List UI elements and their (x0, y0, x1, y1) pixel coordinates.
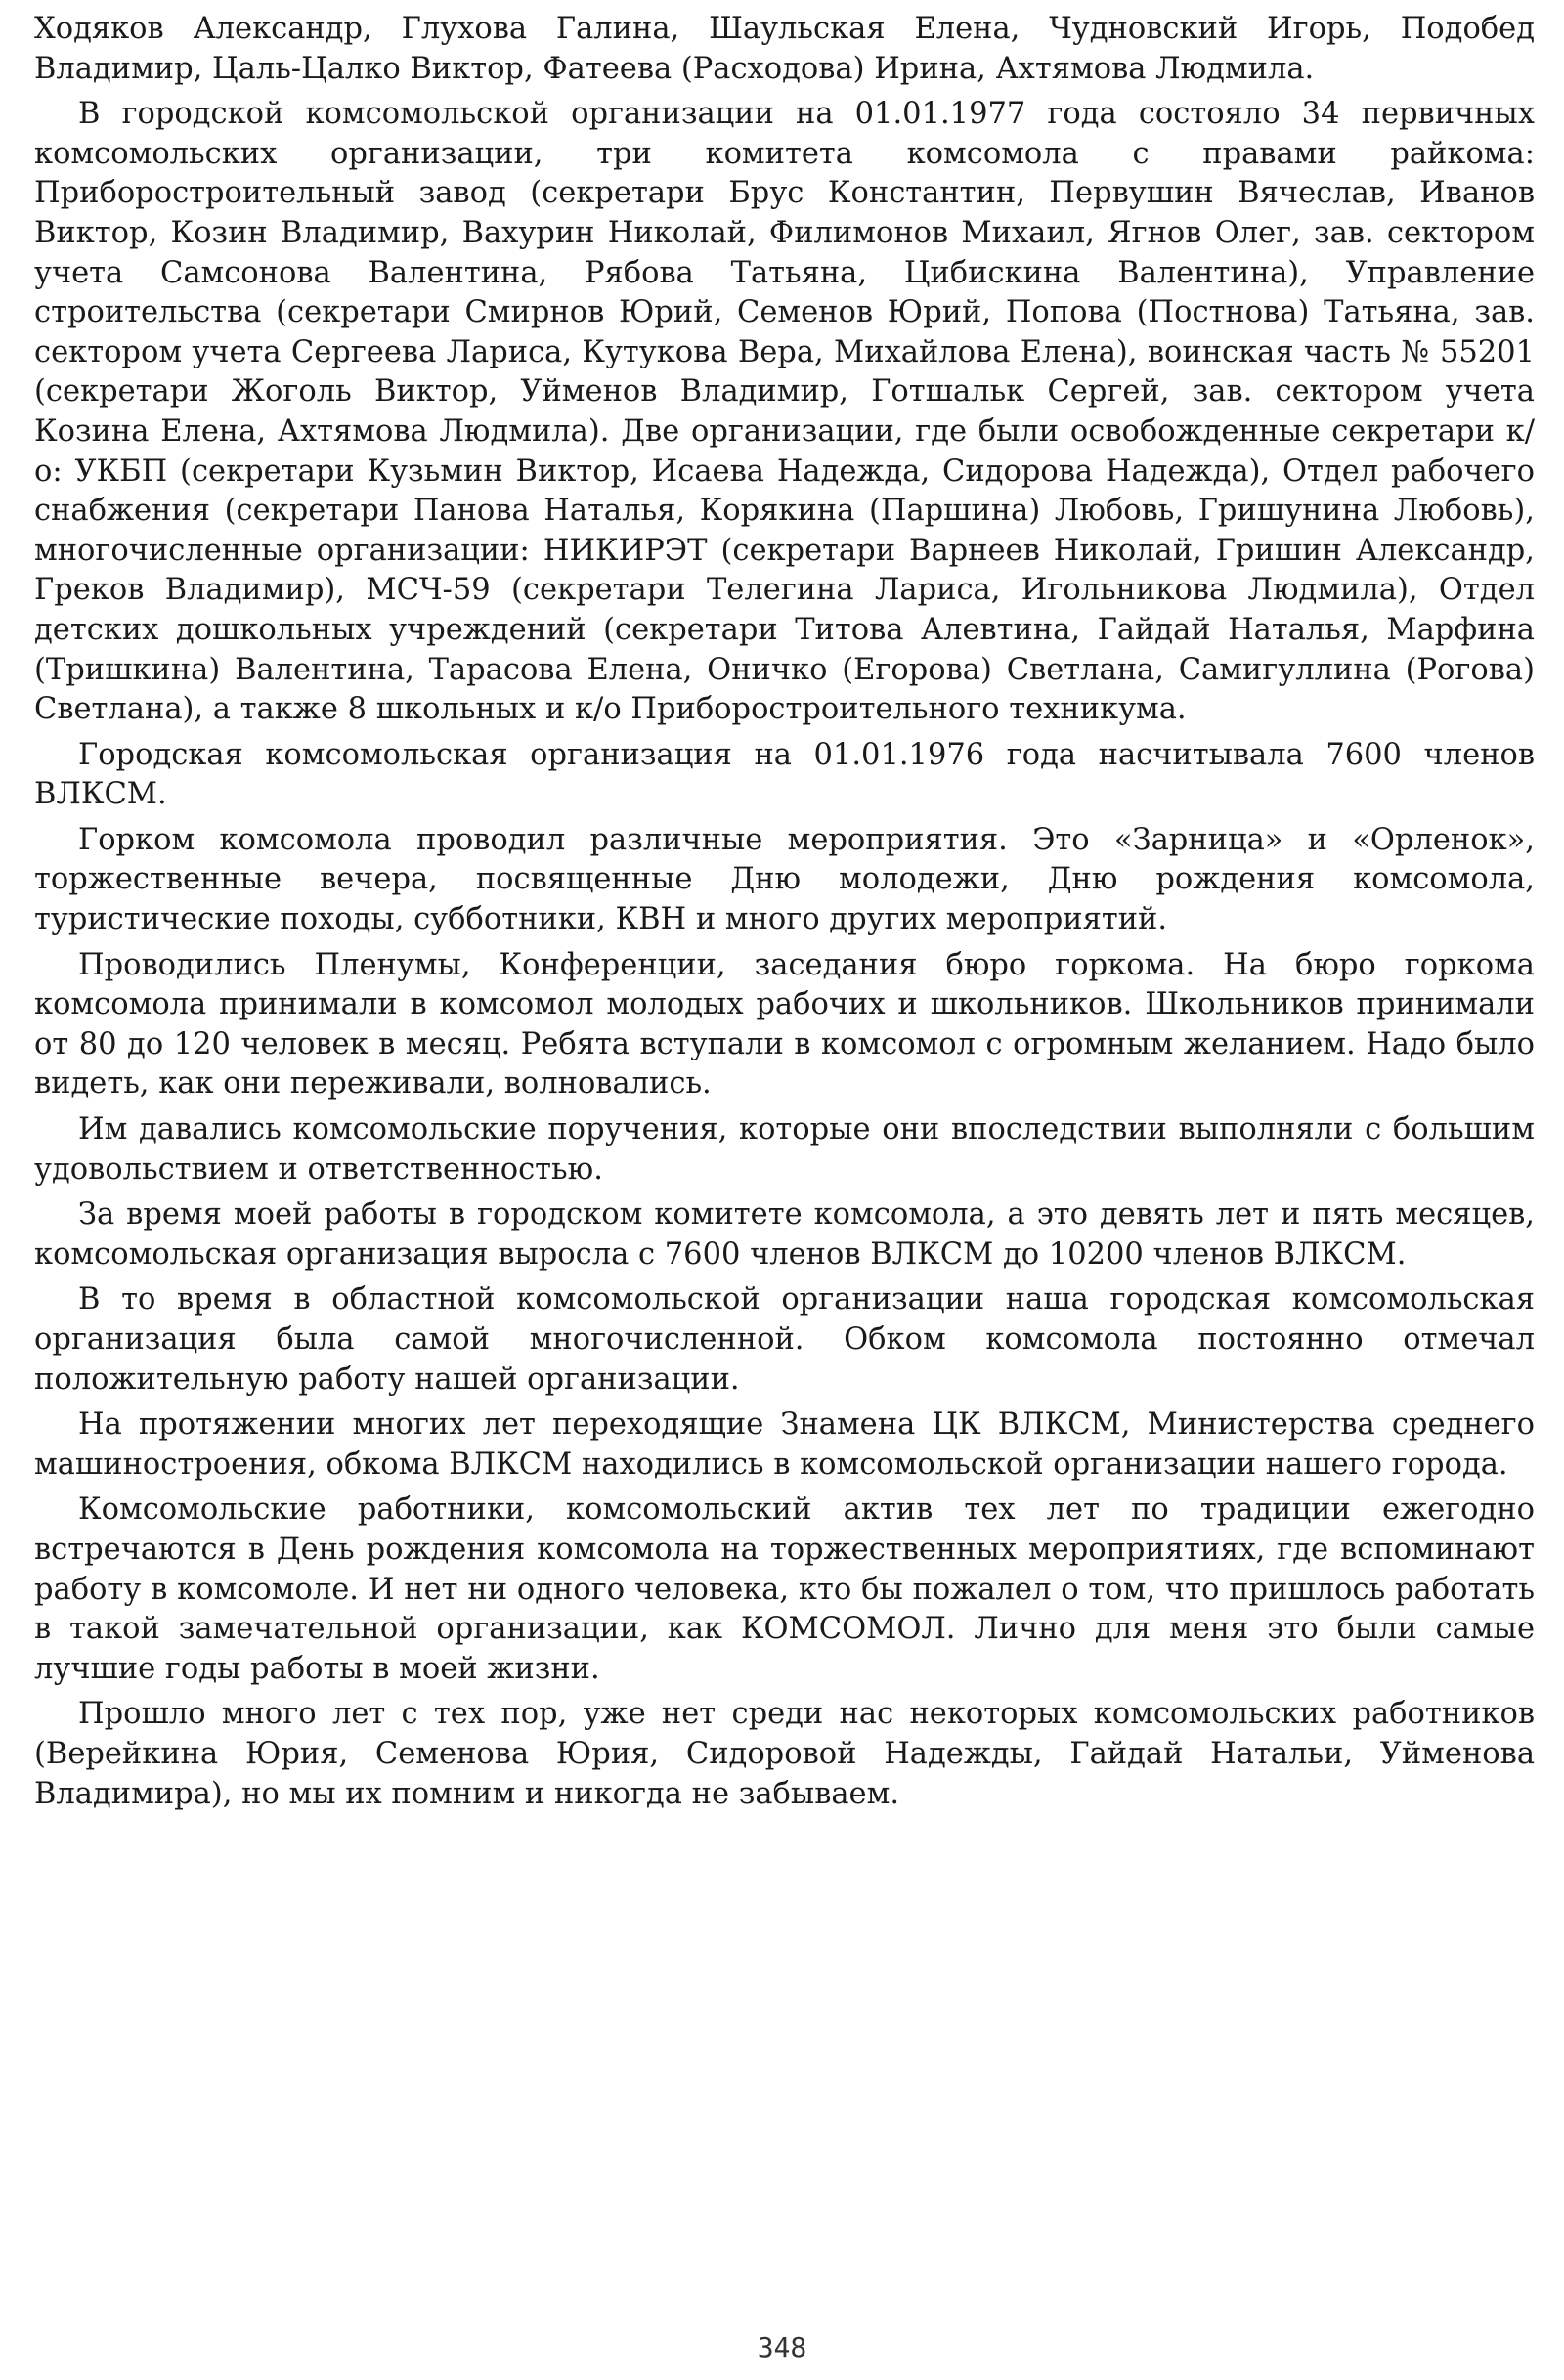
page-number: 348 (757, 2331, 807, 2363)
paragraph-regional-rank: В то время в областной комсомольской организации наша городская комсомольская организация была самой многочисленной. Обком комсомола постоянно отмечал положительную работу нашей организации. (34, 1282, 1535, 1397)
paragraph-organizations: В городской комсомольской организации на 01.01.1977 года состояло 34 первичных комсомольских организации, три комитета комсомола с правами райкома: Приборостроительный завод (секретари Брус Константин, Первушин Вячеслав, Иванов Виктор, Козин Владимир, Вахурин Николай, Филимонов Михаил, Ягнов Олег, зав. сектором учета Самсонова Валентина, Рябова Татьяна, Цибискина Валентина), Управление строительства (секретари Смирнов Юрий, Семенов Юрий, Попова (Постнова) Татьяна, зав. сектором учета Сергеева Лариса, Кутукова Вера, Михайлова Елена), воинская часть № 55201 (секретари Жоголь Виктор, Уйменов Владимир, Готшальк Сергей, зав. сектором учета Козина Елена, Ахтямова Людмила). Две организации, где были освобожденные секретари к/о: УКБП (секретари Кузьмин Виктор, Исаева Надежда, Сидорова Надежда), Отдел рабочего снабжения (секретари Панова Наталья, Корякина (Паршина) Любовь, Гришунина Любовь), многочисленные организации: НИКИРЭТ (секретари Варнеев Николай, Гришин Александр, Греков Владимир), МСЧ-59 (секретари Телегина Лариса, Игольникова Людмила), Отдел детских дошкольных учреждений (секретари Титова Алевтина, Гайдай Наталья, Марфина (Тришкина) Валентина, Тарасова Елена, Оничко (Егорова) Светлана, Самигуллина (Рогова) Светлана), а также 8 школьных и к/о Приборостроительного техникума. (34, 97, 1535, 727)
paragraph-events: Горком комсомола проводил различные мероприятия. Это «Зарница» и «Орленок», торжественные вечера, посвященные Дню молодежи, Дню рождения комсомола, туристические походы, субботники, КВН и много других мероприятий. (34, 822, 1535, 937)
paragraph-reunions: Комсомольские работники, комсомольский актив тех лет по традиции ежегодно встречаются в День рождения комсомола на торжественных мероприятиях, где вспоминают работу в комсомоле. И нет ни одного человека, кто бы пожалел о том, что пришлось работать в такой замечательной организации, как КОМСОМОЛ. Лично для меня это были самые лучшие годы работы в моей жизни. (34, 1493, 1535, 1686)
paragraph-continued-names: Ходяков Александр, Глухова Галина, Шаульская Елена, Чудновский Игорь, Подобед Владимир, Цаль-Цалко Виктор, Фатеева (Расходова) Ирина, Ахтямова Людмила. (34, 12, 1535, 86)
paragraph-membership-1976: Городская комсомольская организация на 01.01.1976 года насчитывала 7600 членов ВЛКСМ. (34, 737, 1535, 812)
paragraph-assignments: Им давались комсомольские поручения, которые они впоследствии выполняли с большим удовольствием и ответственностью. (34, 1112, 1535, 1187)
paragraph-plenums: Проводились Пленумы, Конференции, заседания бюро горкома. На бюро горкома комсомола принимали в комсомол молодых рабочих и школьников. Школьников принимали от 80 до 120 человек в месяц. Ребята вступали в комсомол с огромным желанием. Надо было видеть, как они переживали, волновались. (34, 947, 1535, 1102)
paragraph-banners: На протяжении многих лет переходящие Знамена ЦК ВЛКСМ, Министерства среднего машиностроения, обкома ВЛКСМ находились в комсомольской организации нашего города. (34, 1407, 1535, 1482)
paragraph-memory: Прошло много лет с тех пор, уже нет среди нас некоторых комсомольских работников (Верейкина Юрия, Семенова Юрия, Сидоровой Надежды, Гайдай Натальи, Уйменова Владимира), но мы их помним и никогда не забываем. (34, 1697, 1535, 1811)
document-body (34, 10, 1535, 1820)
paragraph-growth: За время моей работы в городском комитете комсомола, а это девять лет и пять месяцев, комсомольская организация выросла с 7600 членов ВЛКСМ до 10200 членов ВЛКСМ. (34, 1197, 1535, 1272)
